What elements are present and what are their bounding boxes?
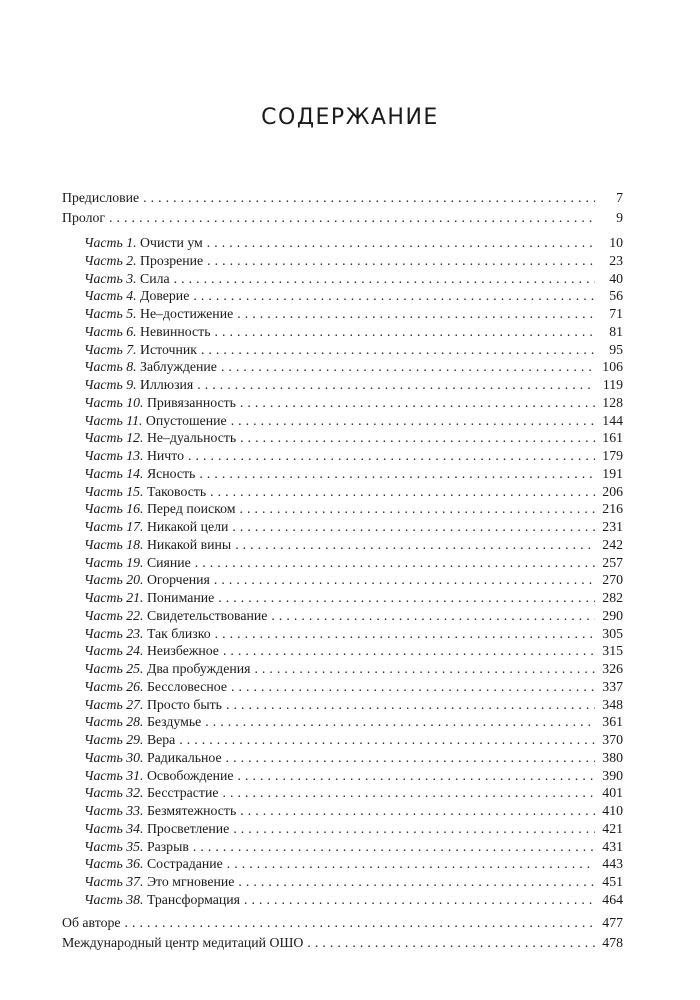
dot-leader — [174, 270, 595, 288]
part-word: Часть — [84, 714, 123, 730]
entry-title — [84, 500, 236, 518]
entry-title — [84, 323, 211, 341]
part-number: 22. — [126, 607, 144, 623]
dot-leader — [218, 589, 595, 607]
page-number: 270 — [602, 572, 623, 588]
part-word: Часть — [84, 785, 123, 801]
part-word: Часть — [84, 270, 123, 286]
part-word: Часть — [84, 501, 123, 517]
part-word: Часть — [84, 306, 123, 321]
entry-title — [84, 234, 203, 252]
part-title: Огорчения — [146, 572, 210, 588]
dot-leader — [307, 933, 595, 953]
entry-title — [84, 678, 227, 696]
entry-title — [84, 784, 218, 802]
part-number: 14. — [126, 465, 144, 481]
toc-entry-part[interactable] — [62, 838, 623, 856]
toc-entry-part[interactable] — [62, 767, 623, 785]
part-number: 6. — [126, 323, 137, 339]
toc-entry-part[interactable] — [62, 447, 623, 465]
part-word: Часть — [84, 625, 123, 641]
part-number: 30. — [126, 749, 144, 765]
page-number: 119 — [602, 377, 623, 392]
entry-title — [84, 394, 236, 412]
page-number: 56 — [609, 288, 623, 304]
dot-leader — [193, 838, 595, 856]
part-title: Иллюзия — [140, 377, 194, 392]
dot-leader — [244, 891, 595, 909]
toc-entry[interactable] — [62, 208, 623, 228]
toc-entry[interactable] — [62, 188, 623, 208]
page-number: 231 — [602, 519, 623, 534]
part-number: 16. — [126, 501, 144, 517]
page-number: 410 — [602, 803, 623, 818]
dot-leader — [240, 394, 595, 412]
dot-leader — [109, 208, 595, 228]
page-number: 257 — [602, 554, 623, 570]
page-number: 144 — [602, 412, 623, 428]
part-number: 34. — [126, 820, 144, 836]
entry-title: Об авторе — [62, 914, 121, 930]
part-number: 9. — [126, 377, 137, 392]
part-title: Не–дуальность — [146, 430, 237, 446]
entry-title — [84, 571, 210, 589]
part-title: Привязанность — [146, 394, 236, 410]
part-title: Свидетельствование — [146, 607, 268, 623]
part-title: Бездумье — [146, 714, 202, 730]
page-number: 477 — [602, 914, 623, 930]
toc-entry-part[interactable] — [62, 376, 623, 394]
part-title: Перед поиском — [146, 501, 236, 517]
part-number: 26. — [126, 678, 144, 694]
dot-leader — [232, 518, 595, 536]
part-title: Никакой вины — [146, 536, 232, 552]
entry-title — [84, 767, 234, 785]
part-word: Часть — [84, 235, 123, 250]
part-word: Часть — [84, 483, 123, 499]
toc-entry-part[interactable] — [62, 554, 623, 572]
part-number: 20. — [126, 572, 144, 588]
page-number: 7 — [616, 190, 623, 205]
part-title: Так близко — [146, 625, 211, 641]
entry-title — [84, 660, 250, 678]
part-word: Часть — [84, 519, 123, 534]
part-word: Часть — [84, 359, 123, 375]
part-word: Часть — [84, 803, 123, 818]
entry-title — [84, 642, 219, 660]
part-title: Доверие — [140, 288, 190, 304]
toc-entry-part[interactable] — [62, 412, 623, 430]
part-number: 32. — [126, 785, 144, 801]
part-title: Никакой цели — [146, 519, 229, 534]
part-number: 1. — [126, 235, 137, 250]
page-number: 95 — [609, 341, 623, 357]
page-number: 206 — [602, 483, 623, 499]
page-number: 315 — [602, 643, 623, 659]
part-number: 15. — [126, 483, 144, 499]
part-word: Часть — [84, 430, 123, 446]
part-number: 7. — [126, 341, 137, 357]
page-title: СОДЕРЖАНИЕ — [261, 105, 439, 130]
part-word: Часть — [84, 252, 123, 268]
toc-entry-part[interactable] — [62, 305, 623, 323]
entry-title — [84, 518, 228, 536]
dot-leader — [214, 571, 595, 589]
toc-entry-part[interactable] — [62, 252, 623, 270]
part-word: Часть — [84, 465, 123, 481]
entry-title — [84, 589, 214, 607]
page-number: 348 — [602, 696, 623, 712]
page-number: 443 — [602, 856, 623, 872]
part-number: 21. — [126, 590, 144, 605]
dot-leader — [254, 660, 595, 678]
dot-leader — [238, 767, 596, 785]
part-number: 27. — [126, 696, 144, 712]
page-number: 191 — [602, 465, 623, 481]
page-number: 361 — [602, 714, 623, 730]
entry-title — [84, 341, 197, 359]
toc-entry-part[interactable] — [62, 483, 623, 501]
dot-leader — [207, 252, 595, 270]
dot-leader — [226, 696, 595, 714]
entry-title — [84, 447, 184, 465]
part-word: Часть — [84, 749, 123, 765]
dot-leader — [222, 784, 595, 802]
part-number: 2. — [126, 252, 137, 268]
part-number: 8. — [126, 359, 137, 375]
entry-title — [84, 376, 193, 394]
dot-leader — [226, 749, 595, 767]
part-number: 37. — [126, 874, 144, 889]
toc-entry-part[interactable] — [62, 749, 623, 767]
page-number: 380 — [602, 749, 623, 765]
page-number: 390 — [602, 767, 623, 783]
page-number: 451 — [602, 874, 623, 889]
toc-entry-part[interactable] — [62, 855, 623, 873]
dot-leader — [125, 913, 596, 933]
toc-entry-part[interactable] — [62, 465, 623, 483]
entry-title — [84, 536, 231, 554]
part-word: Часть — [84, 377, 123, 392]
dot-leader — [210, 483, 595, 501]
toc-entry-part[interactable] — [62, 287, 623, 305]
page-number: 10 — [609, 235, 623, 250]
entry-title — [84, 412, 227, 430]
part-title: Ничто — [146, 448, 184, 463]
page-number: 401 — [602, 785, 623, 801]
page-number: 242 — [602, 536, 623, 552]
dot-leader — [143, 188, 595, 208]
toc-entry-part[interactable] — [62, 323, 623, 341]
part-number: 11. — [126, 412, 143, 428]
page-number: 478 — [602, 934, 623, 950]
part-number: 31. — [126, 767, 144, 783]
page-number: 106 — [602, 359, 623, 375]
part-number: 25. — [126, 661, 144, 676]
part-word: Часть — [84, 394, 123, 410]
page-number: 370 — [602, 732, 623, 747]
toc-entry-part[interactable] — [62, 394, 623, 412]
toc-entry[interactable] — [62, 913, 623, 933]
dot-leader — [240, 802, 595, 820]
entry-title — [84, 554, 191, 572]
part-word: Часть — [84, 856, 123, 872]
toc-entry-part[interactable] — [62, 873, 623, 891]
part-word: Часть — [84, 572, 123, 588]
dot-leader — [227, 855, 595, 873]
part-word: Часть — [84, 536, 123, 552]
part-title: Вера — [146, 732, 176, 747]
part-title: Бесстрастие — [146, 785, 219, 801]
part-word: Часть — [84, 412, 123, 428]
part-title: Неизбежное — [146, 643, 219, 659]
entry-title — [84, 891, 240, 909]
part-title: Освобождение — [146, 767, 234, 783]
entry-title — [84, 252, 203, 270]
part-number: 38. — [126, 891, 144, 907]
page-number: 337 — [602, 678, 623, 694]
toc-entry-part[interactable] — [62, 589, 623, 607]
part-title: Это мгновение — [146, 874, 235, 889]
dot-leader — [233, 820, 595, 838]
entry-title: Международный центр медитаций ОШО — [62, 934, 304, 950]
entry-title — [84, 270, 170, 288]
entry-title — [84, 820, 229, 838]
dot-leader — [271, 607, 595, 625]
part-word: Часть — [84, 323, 123, 339]
part-number: 23. — [126, 625, 144, 641]
part-word: Часть — [84, 838, 123, 854]
dot-leader — [221, 358, 595, 376]
part-title: Два пробуждения — [146, 661, 251, 676]
page-number: 282 — [602, 590, 623, 605]
part-number: 3. — [126, 270, 137, 286]
toc-entry[interactable] — [62, 933, 623, 953]
dot-leader — [215, 625, 595, 643]
part-word: Часть — [84, 891, 123, 907]
dot-leader — [235, 536, 595, 554]
page-number: 431 — [602, 838, 623, 854]
entry-title — [84, 749, 222, 767]
toc-entry-part[interactable] — [62, 571, 623, 589]
entry-title — [84, 429, 236, 447]
toc-entry-part[interactable] — [62, 642, 623, 660]
part-title: Разрыв — [146, 838, 189, 854]
page-number: 161 — [602, 430, 623, 446]
dot-leader — [205, 713, 595, 731]
entry-title — [84, 838, 189, 856]
page-number: 40 — [609, 270, 623, 286]
page-number: 326 — [602, 661, 623, 676]
toc-entry-part[interactable] — [62, 270, 623, 288]
entry-title — [84, 696, 222, 714]
part-word: Часть — [84, 696, 123, 712]
entry-title — [84, 465, 195, 483]
part-word: Часть — [84, 732, 123, 747]
part-word: Часть — [84, 448, 123, 463]
page-number: 128 — [602, 394, 623, 410]
part-title: Сила — [140, 270, 170, 286]
part-word: Часть — [84, 590, 123, 605]
dot-leader — [201, 341, 595, 359]
page-number: 179 — [602, 448, 623, 463]
part-number: 29. — [126, 732, 144, 747]
part-word: Часть — [84, 874, 123, 889]
entry-title — [84, 713, 201, 731]
dot-leader — [195, 554, 595, 572]
page-number: 305 — [602, 625, 623, 641]
toc-entry-part[interactable] — [62, 625, 623, 643]
dot-leader — [179, 731, 595, 749]
toc-entry-part[interactable] — [62, 607, 623, 625]
part-word: Часть — [84, 607, 123, 623]
dot-leader — [231, 412, 595, 430]
toc-entry-part[interactable] — [62, 500, 623, 518]
table-of-contents — [62, 188, 623, 953]
page-number: 9 — [616, 210, 623, 225]
entry-title — [84, 287, 189, 305]
part-number: 28. — [126, 714, 144, 730]
toc-entry-part[interactable] — [62, 429, 623, 447]
dot-leader — [223, 642, 595, 660]
part-word: Часть — [84, 678, 123, 694]
part-title: Невинность — [140, 323, 211, 339]
part-number: 35. — [126, 838, 144, 854]
dot-leader — [199, 465, 595, 483]
toc-entry-part[interactable] — [62, 341, 623, 359]
dot-leader — [238, 873, 595, 891]
entry-title — [84, 358, 217, 376]
part-title: Опустошение — [145, 412, 227, 428]
entry-title — [84, 483, 206, 501]
part-title: Прозрение — [140, 252, 204, 268]
part-title: Заблуждение — [140, 359, 217, 375]
entry-title — [84, 305, 233, 323]
toc-entry-part[interactable] — [62, 518, 623, 536]
part-title: Просветление — [146, 820, 230, 836]
toc-entry-part[interactable] — [62, 358, 623, 376]
page-number: 464 — [602, 891, 623, 907]
entry-title: Пролог — [62, 210, 106, 225]
dot-leader — [240, 429, 595, 447]
part-word: Часть — [84, 661, 123, 676]
dot-leader — [193, 287, 595, 305]
part-word: Часть — [84, 767, 123, 783]
toc-entry-part[interactable] — [62, 713, 623, 731]
part-title: Просто быть — [146, 696, 222, 712]
part-number: 13. — [126, 448, 144, 463]
entry-title — [84, 873, 234, 891]
toc-entry-part[interactable] — [62, 696, 623, 714]
dot-leader — [231, 678, 595, 696]
part-title: Очисти ум — [140, 235, 203, 250]
part-number: 4. — [126, 288, 137, 304]
dot-leader — [240, 500, 596, 518]
part-number: 19. — [126, 554, 144, 570]
toc-entry-part[interactable] — [62, 891, 623, 909]
page-number: 216 — [602, 501, 623, 517]
part-number: 5. — [126, 306, 137, 321]
part-title: Бессловесное — [146, 678, 227, 694]
part-number: 18. — [126, 536, 144, 552]
part-title: Сострадание — [146, 856, 223, 872]
part-title: Трансформация — [146, 891, 240, 907]
part-number: 24. — [126, 643, 144, 659]
toc-entry-part[interactable] — [62, 234, 623, 252]
page-number: 23 — [609, 252, 623, 268]
part-number: 12. — [126, 430, 144, 446]
toc-entry-part[interactable] — [62, 536, 623, 554]
entry-title — [84, 731, 175, 749]
part-word: Часть — [84, 554, 123, 570]
dot-leader — [197, 376, 595, 394]
part-title: Источник — [140, 341, 197, 357]
entry-title — [84, 855, 223, 873]
toc-entry-part[interactable] — [62, 784, 623, 802]
dot-leader — [188, 447, 595, 465]
toc-entry-part[interactable] — [62, 820, 623, 838]
page-number: 81 — [609, 323, 623, 339]
toc-entry-part[interactable] — [62, 731, 623, 749]
dot-leader — [215, 323, 596, 341]
entry-title — [84, 802, 236, 820]
part-word: Часть — [84, 643, 123, 659]
entry-title: Предисловие — [62, 190, 140, 205]
part-title: Таковость — [146, 483, 207, 499]
part-word: Часть — [84, 341, 123, 357]
part-title: Радикальное — [146, 749, 222, 765]
part-number: 17. — [126, 519, 144, 534]
part-number: 33. — [126, 803, 144, 818]
entry-title — [84, 625, 211, 643]
entry-title — [84, 607, 267, 625]
page-number: 71 — [609, 306, 623, 321]
part-title: Безмятежность — [146, 803, 237, 818]
toc-entry-part[interactable] — [62, 802, 623, 820]
part-title: Понимание — [146, 590, 215, 605]
part-word: Часть — [84, 288, 123, 304]
part-number: 36. — [126, 856, 144, 872]
part-title: Ясность — [146, 465, 196, 481]
dot-leader — [207, 234, 595, 252]
part-title: Сияние — [146, 554, 191, 570]
page-number: 421 — [602, 820, 623, 836]
part-word: Часть — [84, 820, 123, 836]
part-title: Не–достижение — [140, 306, 234, 321]
page-number: 290 — [602, 607, 623, 623]
toc-entry-part[interactable] — [62, 678, 623, 696]
dot-leader — [237, 305, 595, 323]
toc-entry-part[interactable] — [62, 660, 623, 678]
part-number: 10. — [126, 394, 144, 410]
